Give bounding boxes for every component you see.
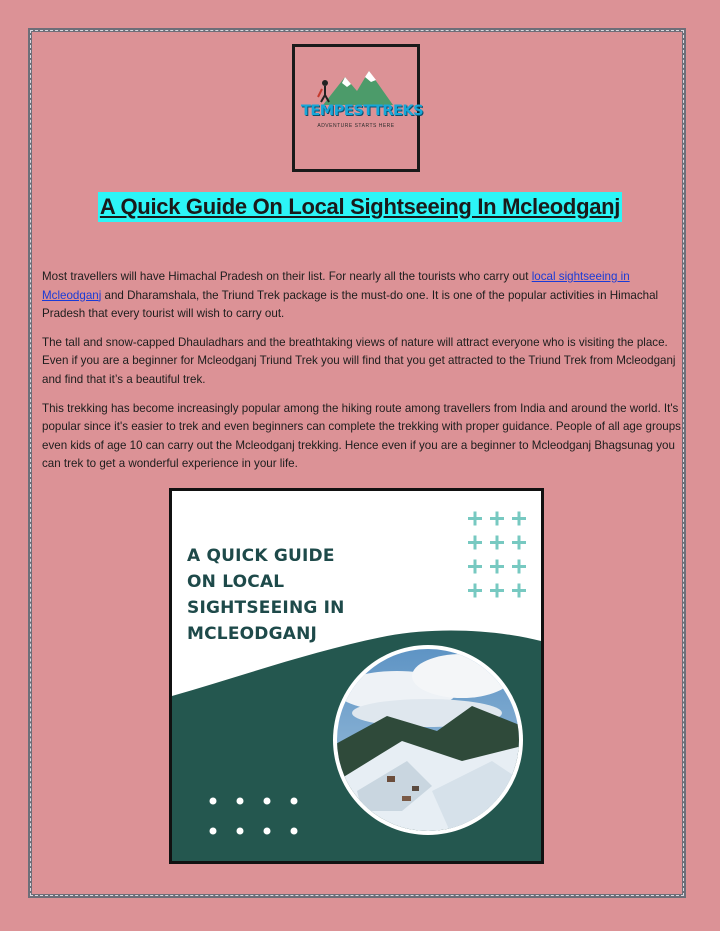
- dot-icon: [237, 798, 244, 805]
- card-title: [187, 543, 387, 647]
- plus-icon: [468, 512, 482, 526]
- plus-icon: [490, 584, 504, 598]
- logo-name: TEMPESTTREKS: [301, 103, 424, 119]
- plus-icon: [490, 560, 504, 574]
- dot-icon: [237, 828, 244, 835]
- plus-icon: [468, 536, 482, 550]
- plus-icon: [490, 536, 504, 550]
- plus-icon: [512, 560, 526, 574]
- plus-icon: [468, 560, 482, 574]
- page-title: A Quick Guide On Local Sightseeing In Mcleodganj: [98, 192, 622, 222]
- card-title-line: A QUICK GUIDE: [187, 546, 335, 566]
- dot-icon: [264, 798, 271, 805]
- title-wrap: [0, 192, 720, 222]
- plus-icon: [490, 512, 504, 526]
- dot-icon: [210, 798, 217, 805]
- dot-icon: [210, 828, 217, 835]
- plus-icon: [512, 584, 526, 598]
- card-title-line: ON LOCAL: [187, 572, 285, 592]
- paragraph-2: The tall and snow-capped Dhauladhars and the breathtaking views of nature will attract everyone who is visiting the place. Even if you are a beginner for Mcleodganj Triund Trek you will find that you get attracted to the Triund Trek from Mcleodganj and find that it’s a beautiful trek.: [42, 335, 676, 386]
- logo: [292, 44, 424, 172]
- paragraph-1-start: Most travellers will have Himachal Pradesh on their list. For nearly all the tourists who carry out: [42, 270, 532, 283]
- plus-icon-grid: [468, 512, 526, 598]
- feature-image: [169, 488, 544, 864]
- dot-icon: [291, 798, 298, 805]
- paragraph-3: This trekking has become increasingly popular among the hiking route among travellers from India and around the world. It's popular since it's easier to trek and even beginners can complete the trekking with proper guidance. People of all age groups even kids of age 10 can carry out the Mcleodganj trekking. Hence even if you are a beginner to Mcleodganj Bhagsunag you can trek to get a wonderful experience in your life.: [42, 401, 681, 471]
- paragraph-1: [42, 268, 682, 324]
- plus-icon: [468, 584, 482, 598]
- card-title-line: SIGHTSEEING IN: [187, 598, 345, 618]
- article-body: [42, 268, 682, 484]
- card-title-line: MCLEODGANJ: [187, 624, 318, 644]
- dot-icon: [291, 828, 298, 835]
- paragraph-1-end: and Dharamshala, the Triund Trek package is the must-do one. It is one of the popular activities in Himachal Pradesh that every tourist will wish to carry out.: [42, 288, 659, 321]
- dot-icon: [264, 828, 271, 835]
- plus-icon: [512, 536, 526, 550]
- sightseeing-link[interactable]: local sightseeing in Mcleodganj: [42, 270, 630, 302]
- logo-tagline: ADVENTURE STARTS HERE: [317, 123, 395, 129]
- plus-icon: [512, 512, 526, 526]
